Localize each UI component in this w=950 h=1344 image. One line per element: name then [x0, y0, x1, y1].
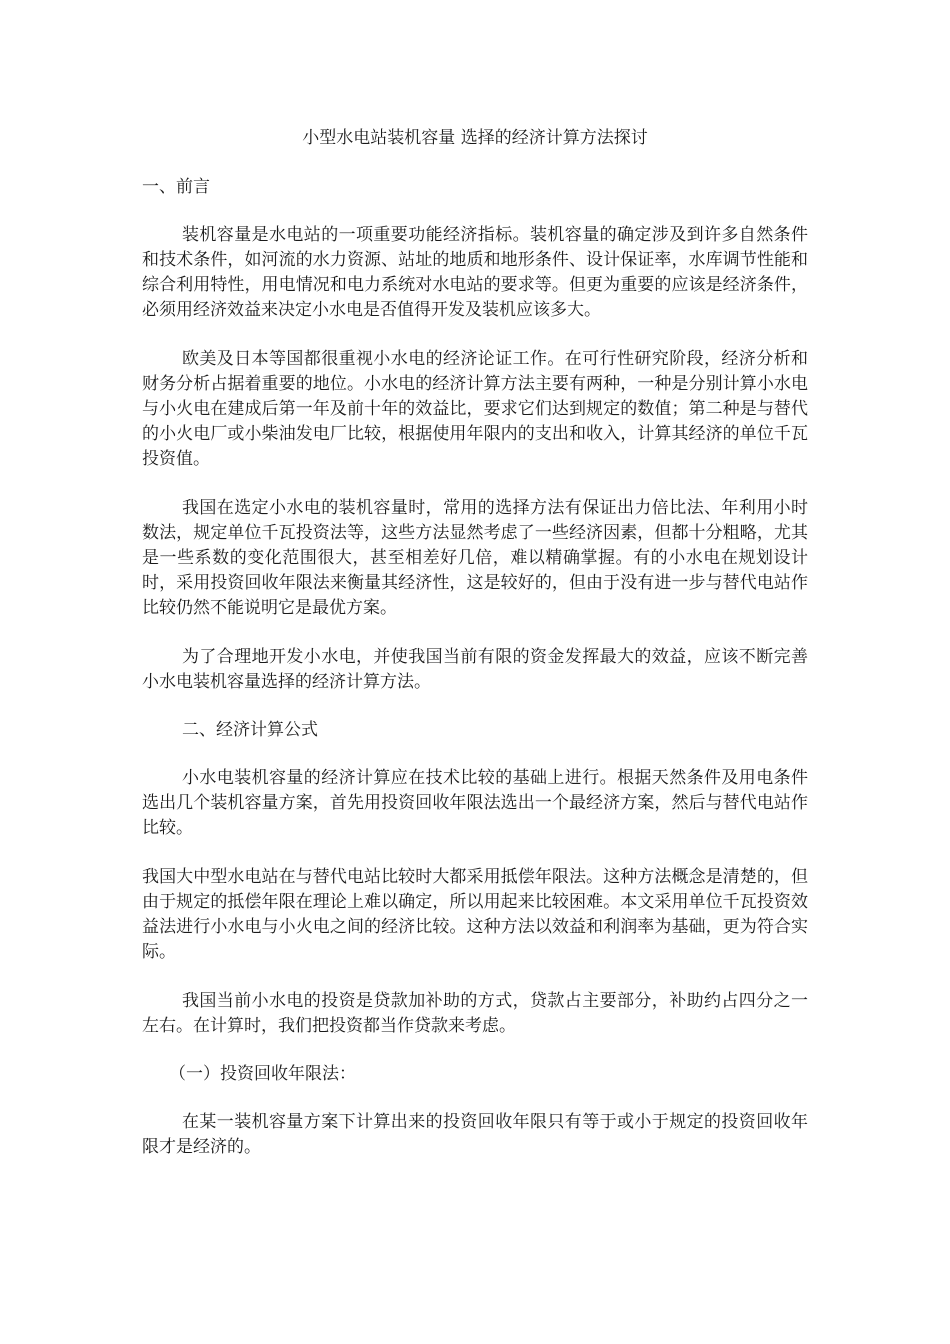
paragraph-3: 我国在选定小水电的装机容量时，常用的选择方法有保证出力倍比法、年利用小时数法，规定单位千瓦投资法等，这些方法显然考虑了一些经济因素，但都十分粗略，尤其是一些系数的变化范围很大，甚至相差好几倍，难以精确掌握。有的小水电在规划设计时，采用投资回收年限法来衡量其经济性，这是较好的，但由于没有进一步与替代电站作比较仍然不能说明它是最优方案。 — [142, 498, 808, 618]
paragraph-7: 我国当前小水电的投资是贷款加补助的方式，贷款占主要部分，补助约占四分之一左右。在计算时，我们把投资都当作贷款来考虑。 — [142, 991, 808, 1036]
subsection-heading-payback: （一）投资回收年限法： — [169, 1064, 356, 1084]
section-heading-intro: 一、前言 — [142, 177, 210, 197]
paragraph-2: 欧美及日本等国都很重视小水电的经济论证工作。在可行性研究阶段，经济分析和财务分析占据着重要的地位。小水电的经济计算方法主要有两种，一种是分别计算小水电与小火电在建成后第一年及前十年的效益比，要求它们达到规定的数值；第二种是与替代的小火电厂或小柴油发电厂比较，根据使用年限内的支出和收入，计算其经济的单位千瓦投资值。 — [142, 349, 808, 469]
section-heading-formulas: 二、经济计算公式 — [182, 720, 318, 740]
paragraph-1: 装机容量是水电站的一项重要功能经济指标。装机容量的确定涉及到许多自然条件和技术条件，如河流的水力资源、站址的地质和地形条件、设计保证率，水库调节性能和综合利用特性，用电情况和电力系统对水电站的要求等。但更为重要的应该是经济条件，必须用经济效益来决定小水电是否值得开发及装机应该多大。 — [142, 225, 808, 320]
paragraph-5: 小水电装机容量的经济计算应在技术比较的基础上进行。根据天然条件及用电条件选出几个装机容量方案，首先用投资回收年限法选出一个最经济方案，然后与替代电站作比较。 — [142, 768, 808, 838]
document-body — [142, 127, 808, 1184]
paragraph-8: 在某一装机容量方案下计算出来的投资回收年限只有等于或小于规定的投资回收年限才是经济的。 — [142, 1112, 808, 1157]
paragraph-6: 我国大中型水电站在与替代电站比较时大都采用抵偿年限法。这种方法概念是清楚的，但由于规定的抵偿年限在理论上难以确定，所以用起来比较困难。本文采用单位千瓦投资效益法进行小水电与小火电之间的经济比较。这种方法以效益和利润率为基础，更为符合实际。 — [142, 867, 808, 962]
document-title: 小型水电站装机容量 选择的经济计算方法探讨 — [302, 128, 648, 148]
paragraph-4: 为了合理地开发小水电，并使我国当前有限的资金发挥最大的效益，应该不断完善小水电装机容量选择的经济计算方法。 — [142, 647, 808, 692]
